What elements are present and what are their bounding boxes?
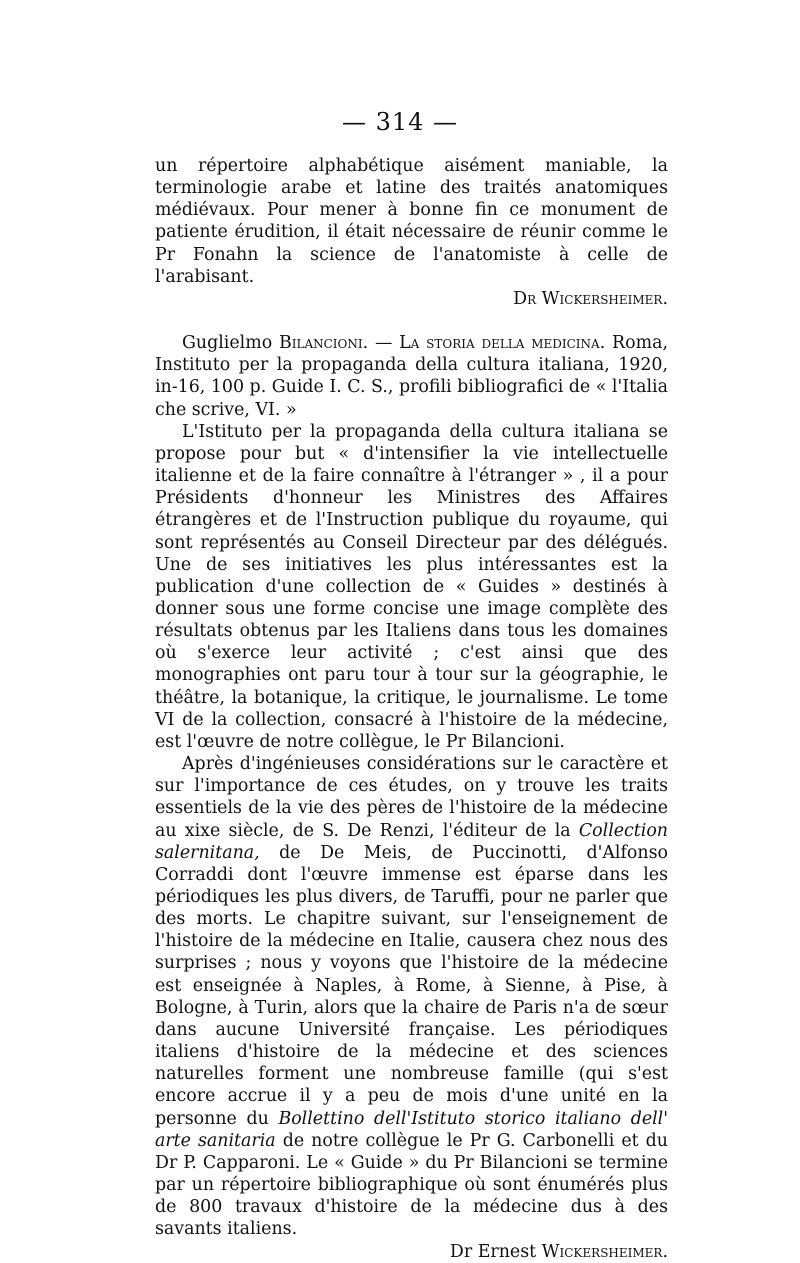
paragraph-2-part-a: Après d'ingénieuses considérations sur le caractère et sur l'importance de ces études, on y trouve les traits essentiels de la vie des pères de l'histoire de la médecine au xixe siècle, de S. De Renzi, l'éditeur de la [155, 754, 668, 841]
paragraph-2-part-b: de De Meis, de Puccinotti, d'Alfonso Corraddi dont l'œuvre immense est éparse dans les périodiques les plus divers, de Taruffi, pour ne parler que des morts. Le chapitre suivant, sur l'enseignement de l'histoire de la médecine en Italie, causera chez nous des surprises ; nous y voyons que l'histoire de la médecine est enseignée à Naples, à Rome, à Sienne, à Pise, à Bologne, à Turin, alors que la chaire de Paris n'a de sœur dans aucune Université française. Les périodiques italiens d'histoire de la médecine et des sciences naturelles forment une nombreuse famille (qui s'est encore accrue il y a peu de mois d'une unité en la personne du [155, 842, 668, 1129]
review2-paragraph-1: L'Istituto per la propaganda della cultura italiana se propose pour but « d'intensifier la vie intellectuelle italienne et de la faire connaître à l'étranger » , il a pour Présidents d'honneur les Ministres des Affaires étrangères et de l'Instruction publique du royaume, qui sont représentés au Conseil Directeur par des délégués. Une de ses initiatives les plus intéressantes est la publication d'une collection de « Guides » destinés à donner sous une forme concise une image complète des résultats obtenus par les Italiens dans tous les domaines où s'exerce leur activité ; c'est ainsi que des monographies ont paru tour à tour sur la géographie, le théâtre, la botanique, la critique, le journalisme. Le tome VI de la collection, consacré à l'histoire de la médecine, est l'œuvre de notre collègue, le Pr Bilancioni. [155, 421, 668, 752]
paragraph-2-part-c: de notre collègue le Pr G. Carbonelli et du Dr P. Capparoni. Le « Guide » du Pr Bilancioni se termine par un répertoire bibliographique où sont énumérés plus de 800 travaux d'histoire de la médecine dus à des savants italiens. [155, 1130, 668, 1240]
review2-paragraph-2 [155, 753, 668, 1240]
collection-salernitana-title: Collection salernitana, [155, 820, 669, 863]
text-column [155, 155, 668, 1263]
reference-details: Roma, Instituto per la propaganda della cultura italiana, 1920, in-16, 100 p. Guide I. C. S., profili bibliografici de « l'Italia che scrive, VI. » [155, 333, 668, 420]
section-gap [155, 310, 668, 332]
review2-reference [155, 332, 668, 421]
reference-author-first: Guglielmo [182, 333, 273, 354]
review1-text: un répertoire alphabétique aisément maniable, la terminologie arabe et latine des traités anatomiques médiévaux. Pour mener à bonne fin ce monument de patiente érudition, il était nécessaire de réunir comme le Pr Fonahn la science de l'anatomiste à celle de l'arabisant. [155, 156, 668, 287]
review2-signature [155, 1241, 668, 1263]
reference-title: — La storia della medicina. [374, 333, 606, 354]
page-number: — 314 — [341, 108, 459, 136]
review2-signature-name: Wickersheimer. [541, 1241, 668, 1262]
review1-signature [155, 288, 668, 310]
bollettino-title: Bollettino dell'Istituto storico italiano dell' arte sanitaria [155, 1108, 669, 1151]
review2-signature-prefix: Dr Ernest [449, 1241, 537, 1262]
reference-author-last: Bilancioni. [278, 333, 369, 354]
review1-signature-name: Dr Wickersheimer. [513, 288, 668, 309]
